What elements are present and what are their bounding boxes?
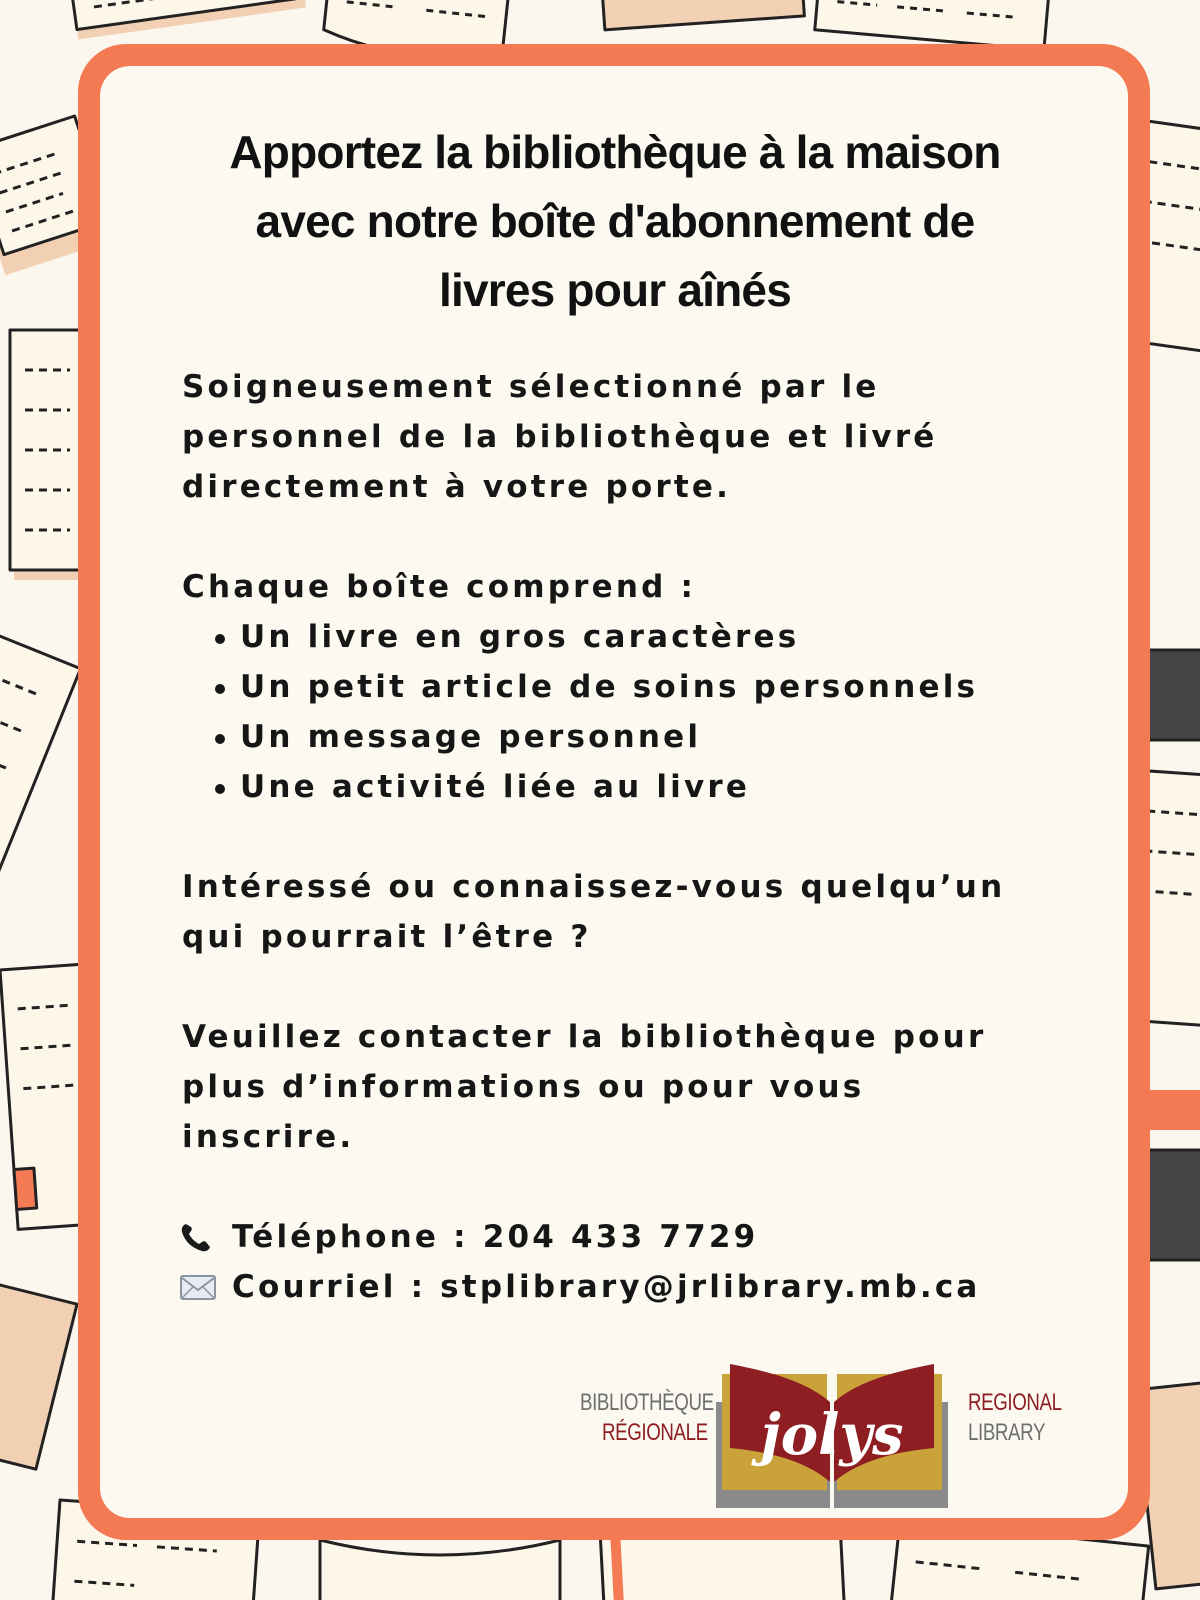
question-line: Intéressé ou connaissez-vous quelqu’un xyxy=(182,869,1006,905)
phone-number[interactable]: Téléphone : 204 433 7729 xyxy=(232,1219,759,1255)
list-item: Un petit article de soins personnels xyxy=(182,662,1082,712)
book-emblem xyxy=(712,1362,952,1510)
logo-text-left-1: BIBLIOTHÈQUE xyxy=(580,1389,714,1416)
list-item: Un message personnel xyxy=(182,712,1082,762)
logo-text-right-2: LIBRARY xyxy=(968,1419,1046,1446)
contact-text-line: Veuillez contacter la bibliothèque pour xyxy=(182,1019,987,1055)
box-heading: Chaque boîte comprend : xyxy=(182,569,697,605)
title-line: Apportez la bibliothèque à la maison xyxy=(229,126,1001,178)
intro-line: personnel de la bibliothèque et livré xyxy=(182,419,938,455)
logo-text-right-1: REGIONAL xyxy=(968,1389,1062,1416)
logo-text-left-2: RÉGIONALE xyxy=(602,1419,708,1446)
intro-line: directement à votre porte. xyxy=(182,469,732,505)
page-title xyxy=(110,118,1120,325)
box-contents-list xyxy=(182,612,1082,812)
envelope-icon xyxy=(178,1270,218,1304)
library-logo xyxy=(580,1362,1062,1510)
intro-line: Soigneusement sélectionné par le xyxy=(182,369,880,405)
list-item: Un livre en gros caractères xyxy=(182,612,1082,662)
list-item: Une activité liée au livre xyxy=(182,762,1082,812)
flyer-body xyxy=(182,362,1082,1312)
phone-icon xyxy=(178,1220,218,1254)
question-line: qui pourrait l’être ? xyxy=(182,919,592,955)
contact-text-line: inscrire. xyxy=(182,1119,355,1155)
contact-text-line: plus d’informations ou pour vous xyxy=(182,1069,865,1105)
email-line xyxy=(182,1262,1082,1312)
title-line: avec notre boîte d'abonnement de xyxy=(255,195,975,247)
title-line: livres pour aînés xyxy=(439,264,791,316)
phone-line xyxy=(182,1212,1082,1262)
logo-wordmark: jolys xyxy=(760,1402,904,1468)
email-address[interactable]: Courriel : stplibrary@jrlibrary.mb.ca xyxy=(232,1269,981,1305)
